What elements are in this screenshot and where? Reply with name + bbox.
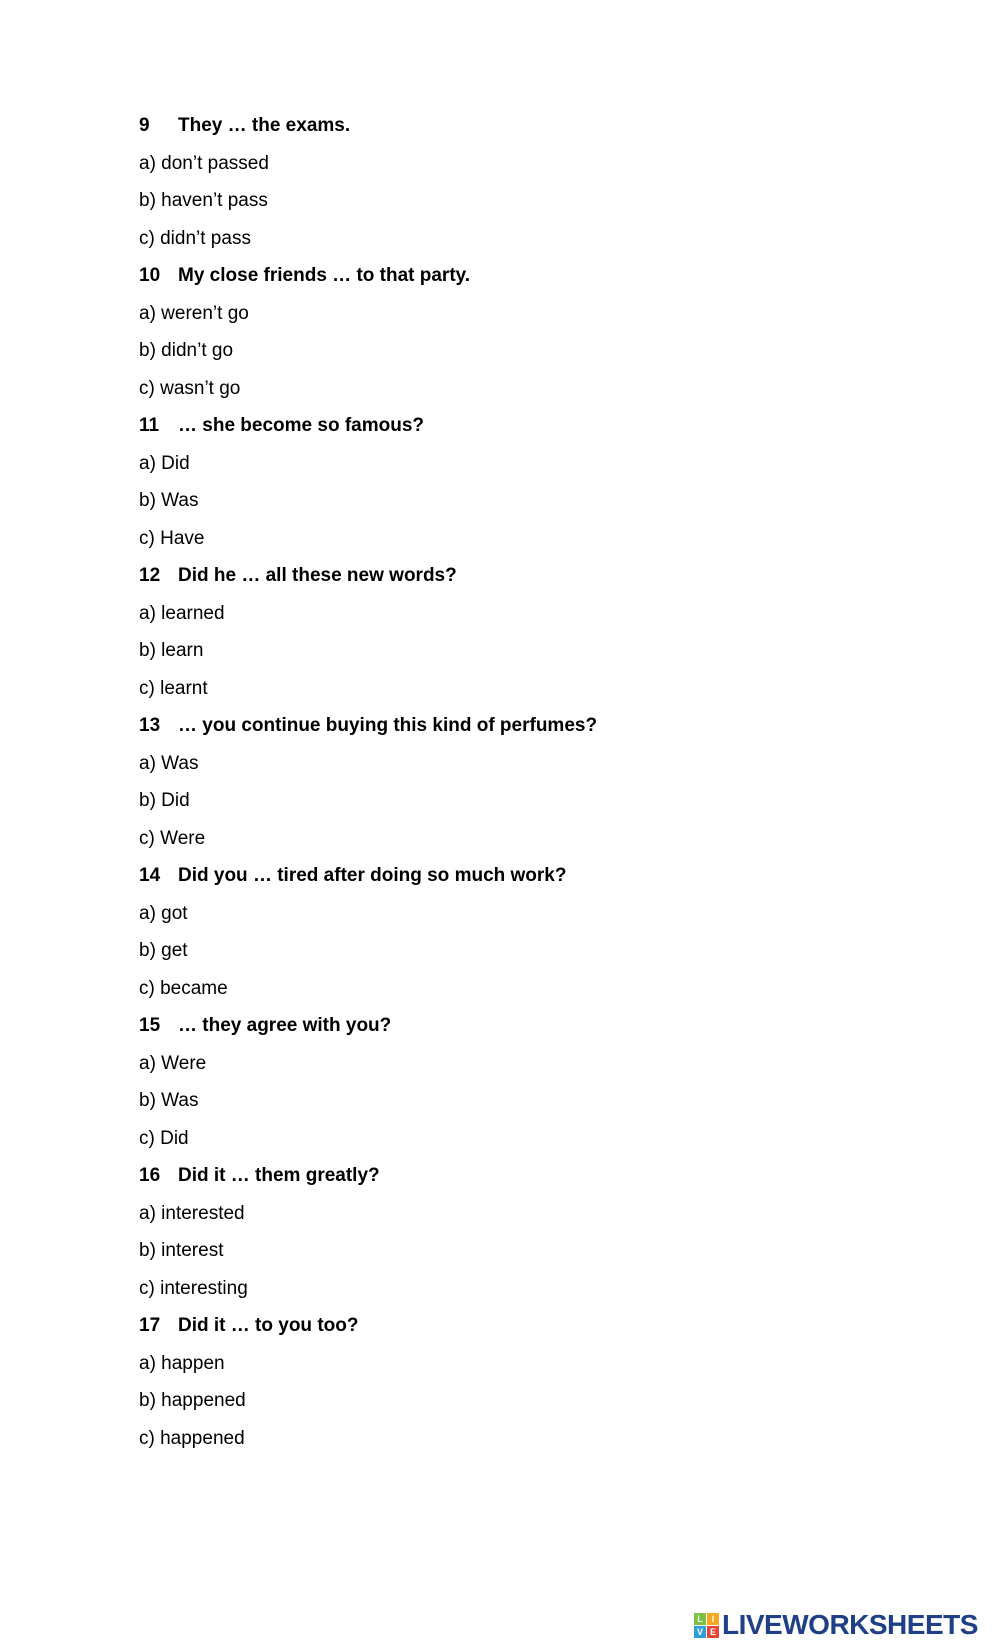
question-text: … you continue buying this kind of perfumes? (178, 715, 598, 736)
answer-option[interactable]: c) Have (139, 527, 205, 549)
question-text: … they agree with you? (178, 1015, 392, 1036)
answer-option[interactable]: c) learnt (139, 677, 208, 699)
answer-option[interactable]: a) don’t passed (139, 152, 269, 174)
question-prompt (139, 112, 899, 150)
answer-option[interactable]: b) learn (139, 640, 204, 661)
question-16 (139, 1162, 899, 1312)
question-number: 12 (139, 565, 161, 586)
answer-option[interactable]: c) became (139, 977, 228, 999)
question-10 (139, 262, 899, 412)
question-prompt (139, 412, 899, 450)
logo-mark-icon (694, 1613, 719, 1638)
answer-option[interactable]: a) learned (139, 602, 225, 624)
question-prompt (139, 1162, 899, 1200)
logo-mark-cell: I (707, 1613, 719, 1625)
answer-option[interactable]: b) interest (139, 1240, 224, 1261)
answer-option[interactable]: c) didn’t pass (139, 227, 251, 249)
logo-mark-cell: E (707, 1626, 719, 1638)
question-prompt (139, 562, 899, 600)
question-number: 13 (139, 715, 161, 736)
answer-option[interactable]: c) happened (139, 1427, 245, 1449)
answer-option[interactable]: b) haven’t pass (139, 190, 268, 211)
question-number: 17 (139, 1315, 161, 1336)
question-text: Did it … to you too? (178, 1315, 359, 1336)
answer-option[interactable]: b) Was (139, 490, 199, 511)
question-13 (139, 712, 899, 862)
question-number: 11 (139, 415, 160, 436)
answer-option[interactable]: a) Was (139, 752, 199, 774)
question-text: Did it … them greatly? (178, 1165, 380, 1186)
answer-option[interactable]: b) Was (139, 1090, 199, 1111)
question-prompt (139, 1012, 899, 1050)
question-text: They … the exams. (178, 115, 351, 136)
question-number: 16 (139, 1165, 161, 1186)
question-number: 15 (139, 1015, 161, 1036)
answer-option[interactable]: a) got (139, 902, 188, 924)
question-14 (139, 862, 899, 1012)
question-text: Did you … tired after doing so much work? (178, 865, 567, 886)
question-text: … she become so famous? (178, 415, 425, 436)
logo-mark-cell: V (694, 1626, 706, 1638)
answer-option[interactable]: b) didn’t go (139, 340, 234, 361)
question-prompt (139, 1312, 899, 1350)
answer-option[interactable]: a) interested (139, 1202, 245, 1224)
question-text: My close friends … to that party. (178, 265, 471, 286)
answer-option[interactable]: a) weren’t go (139, 302, 249, 324)
question-number: 14 (139, 865, 161, 886)
answer-option[interactable]: c) Did (139, 1127, 189, 1149)
answer-option[interactable]: a) Did (139, 452, 190, 474)
answer-option[interactable]: b) Did (139, 790, 190, 811)
question-prompt (139, 712, 899, 750)
logo-wordmark: LIVEWORKSHEETS (722, 1609, 978, 1640)
question-9 (139, 112, 899, 262)
question-12 (139, 562, 899, 712)
question-number: 9 (139, 115, 150, 136)
answer-option[interactable]: c) interesting (139, 1277, 248, 1299)
worksheet (139, 112, 899, 1462)
question-number: 10 (139, 265, 161, 286)
logo-mark-cell: L (694, 1613, 706, 1625)
answer-option[interactable]: a) Were (139, 1052, 207, 1074)
question-17 (139, 1312, 899, 1462)
answer-option[interactable]: a) happen (139, 1352, 225, 1374)
liveworksheets-logo (694, 1609, 978, 1641)
question-15 (139, 1012, 899, 1162)
question-prompt (139, 862, 899, 900)
answer-option[interactable]: b) happened (139, 1390, 246, 1411)
question-11 (139, 412, 899, 562)
answer-option[interactable]: c) Were (139, 827, 206, 849)
answer-option[interactable]: c) wasn’t go (139, 377, 241, 399)
answer-option[interactable]: b) get (139, 940, 188, 961)
question-prompt (139, 262, 899, 300)
question-text: Did he … all these new words? (178, 565, 457, 586)
